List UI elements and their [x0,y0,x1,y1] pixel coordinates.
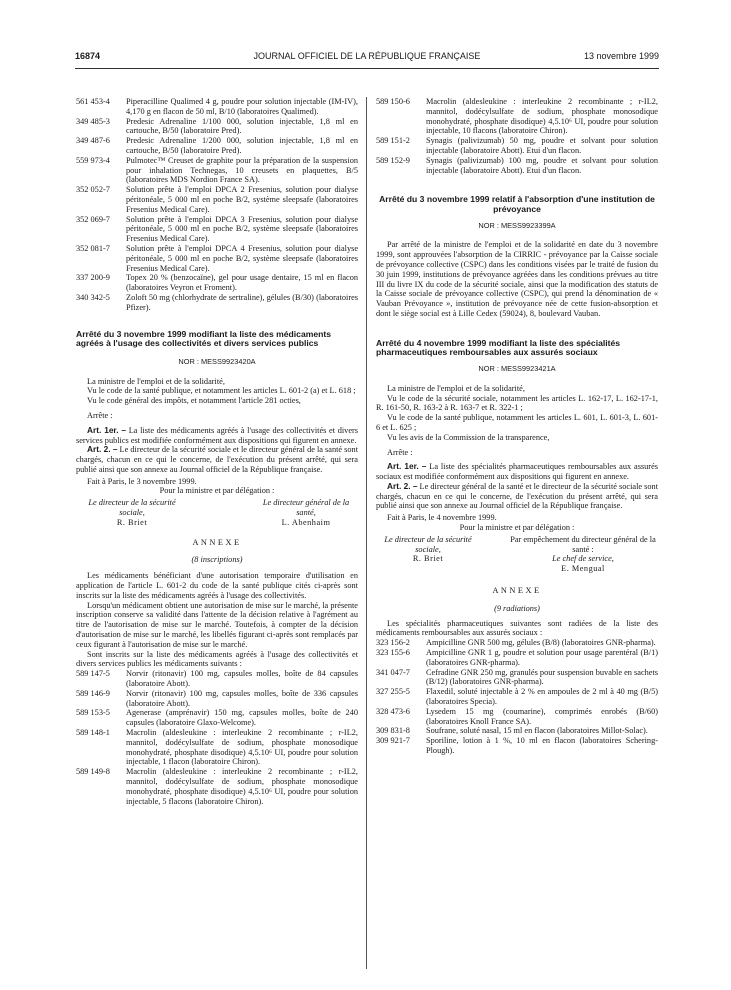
signature: Le directeur de la sécurité sociale, R. Briet [88,498,176,527]
list-item: 561 453-4 Piperacilline Qualimed 4 g, poudre pour solution injectable (IM-IV), 4,170 g en flacon de 50 ml, B/10 (laboratoires Qualimed). [76,97,358,116]
paragraph: Vu le code de la sécurité sociale, notamment les articles L. 162-17, L. 162-17-1, R. 161-50, R. 163-2 à R. 163-7 et R. 322-1 ; [376,393,658,413]
paragraph: Arrête : [87,410,113,420]
list-item: 589 152-9 Synagis (palivizumab) 100 mg, poudre et solvant pour solution injectable (laboratoire Abott). Etui d'un flacon. [376,155,658,175]
paragraph: Vu le code général des impôts, et notamment l'article 281 octies, [87,396,301,406]
paragraph: Par arrêté de la ministre de l'emploi et de la solidarité en date du 3 novembre 1999, sont approuvées l'absorption de la CIRRIC - prévoyance par la Caisse sociale de prévoyance collective (CSPC) dans les conditions visées par le traité de fusion du 30 juin 1999, institutions de prévoyance agréées dans les conditions prévues au titre III du livre IX du code de la sécurité sociale, ainsi que la modification des statuts de la Caisse sociale de prévoyance collective (CSPC), qui prend la dénomination de « Vauban Prévoyance », institution de prévoyance née de cette fusion-absorption et dont le siège social est à Lille Cedex (59024), 8, boulevard Vauban. [376,240,658,318]
list-item: 559 973-4 Pulmotec™ Creuset de graphite pour la préparation de la suspension pour inhalation Technegas, 10 creusets en plaquettes, B/5 (laboratoires MDS Nordion France SA). [76,155,358,185]
annex-subheading: (8 inscriptions) [191,555,243,565]
article-1: Art. 1er. – La liste des médicaments agréés à l'usage des collectivités et divers services publics est modifiée conformément aux dispositions qui figurent en annexe. [76,424,358,445]
section-title: Arrêté du 4 novembre 1999 modifiant la liste des spécialités pharmaceutiques remboursables aux assurés sociaux [376,337,621,358]
list-item: 340 342-5 Zoloft 50 mg (chlorhydrate de sertraline), gélules (B/30) (laboratoires Pfizer). [76,292,358,312]
paragraph: Pour la ministre et par délégation : [459,523,575,533]
article-2: Art. 2. – Le directeur général de la santé et le directeur de la sécurité sociale sont chargés, chacun en ce qui le concerne, de l'exécution du présent arrêté, qui sera publié ainsi que son annexe au Journal officiel de la République française. [376,480,658,511]
annex-subheading: (9 radiations) [494,603,540,613]
header-rule [75,68,659,69]
paragraph: Vu le code de la santé publique, notamment les articles L. 601, L. 601-3, L. 601-6 et L. 625 ; [376,413,658,432]
list-item: 309 831-8 Soufrane, soluté nasal, 15 ml en flacon (laboratoires Millot-Solac). [376,726,648,736]
list-item: 589 148-1 Macrolin (aldesleukine : interleukine 2 recombinante ; r-IL2, mannitol, dodécylsulfate de sodium, phosphate monosodique monohydraté, phosphate disodique) 4,5.10⁶ UI, poudre pour solution injectable, 1 flacon (laboratoire Chiron). [76,728,358,767]
list-item: 349 487-6 Predesic Adrenaline 1/200 000, solution injectable, 1,8 ml en cartouche, B/50 (laboratoire Pred). [76,136,358,155]
annex-heading: ANNEXE [492,586,542,596]
list-item: 589 149-8 Macrolin (aldesleukine : interleukine 2 recombinante ; r-IL2, mannitol, dodécylsulfate de sodium, phosphate monosodique monohydraté, phosphate disodique) 4,5.10⁶ UI, poudre pour solution injectable, 5 flacons (laboratoire Chiron). [76,767,358,806]
article-1: Art. 1er. – La liste des spécialités pharmaceutiques remboursables aux assurés sociaux est modifiée conformément aux dispositions qui figurent en annexe. [376,461,658,482]
nor-reference: NOR : MESS9923420A [178,356,256,366]
list-item: 337 200-9 Topex 20 % (benzocaïne), gel pour usage dentaire, 15 ml en flacon (laboratoires Veyron et Froment). [76,273,358,293]
paragraph: Pour la ministre et par délégation : [159,486,275,496]
paragraph: La ministre de l'emploi et de la solidarité, [387,383,525,393]
nor-reference: NOR : MESS9923421A [478,363,556,373]
paragraph: La ministre de l'emploi et de la solidarité, [87,376,225,386]
paragraph: Les médicaments bénéficiant d'une autorisation temporaire d'utilisation en application de l'article L. 601-2 du code de la santé publique cités ci-après sont inscrits sur la liste des médicaments agréés à l'usage des collectivités. [76,571,358,600]
article-2: Art. 2. – Le directeur de la sécurité sociale et le directeur général de la santé sont chargés, chacun en ce qui le concerne, de l'exécution du présent arrêté, qui sera publié ainsi que son annexe au Journal officiel de la République française. [76,444,358,474]
paragraph: Fait à Paris, le 4 novembre 1999. [387,513,497,523]
left-column [76,97,358,806]
signature: Par empêchement du directeur général de la santé : Le chef de service, E. Mengual [510,534,656,574]
list-item: 352 069-7 Solution prête à l'emploi DPCA 3 Fresenius, solution pour dialyse péritonéale, 5 000 ml en poche B/2, système sleepsafe (laboratoires Fresenius Medical Care). [76,214,358,244]
paragraph: Sont inscrits sur la liste des médicaments agréés à l'usage des collectivités et divers services publics les médicaments suivants : [76,649,358,669]
list-item: 352 081-7 Solution prête à l'emploi DPCA 4 Fresenius, solution pour dialyse péritonéale, 5 000 ml en poche B/2, système sleepsafe (laboratoires Fresenius Medical Care). [76,243,358,273]
signature: Le directeur de la sécurité sociale, R. Briet [384,534,472,564]
paragraph: Vu le code de la santé publique, et notamment les articles L. 601-2 (a) et L. 618 ; [87,386,356,396]
column-divider [366,97,367,969]
right-column [376,97,658,756]
list-item: 341 047-7 Cefradine GNR 250 mg, granulés pour suspension buvable en sachets (B/12) (laboratoires GNR-pharma). [376,667,658,687]
list-item: 323 156-2 Ampicilline GNR 500 mg, gélules (B/8) (laboratoires GNR-pharma). [376,638,656,648]
list-item: 327 255-5 Flaxedil, soluté injectable à 2 % en ampoules de 2 ml à 40 mg (B/5) (laboratoires Specia). [376,687,658,707]
section-title: Arrêté du 3 novembre 1999 modifiant la liste des médicaments agréés à l'usage des collectivités et divers services publics [76,328,332,349]
signatures [76,498,358,527]
issue-date: 13 novembre 1999 [583,51,659,61]
signatures [376,535,658,574]
page-number: 16874 [75,51,101,61]
list-item: 349 485-3 Predesic Adrenaline 1/100 000, solution injectable, 1,8 ml en cartouche, B/50 (laboratoire Pred). [76,116,358,136]
list-item: 589 147-5 Norvir (ritonavir) 100 mg, capsules molles, boîte de 84 capsules (laboratoire Abott). [76,669,358,689]
nor-reference: NOR : MESS9923399A [478,220,556,230]
list-item: 589 150-6 Macrolin (aldesleukine : interleukine 2 recombinante ; r-IL2, mannitol, dodécylsulfate de sodium, phosphate monosodique monohydraté, phosphate disodique) 4,5.10⁶ UI, poudre pour solution injectable, 10 flacons (laboratoire Chiron). [376,97,658,136]
paragraph: Vu les avis de la Commission de la transparence, [387,432,550,442]
list-item: 328 473-6 Lysedem 15 mg (coumarine), comprimés enrobés (B/60) (laboratoires Knoll France SA). [376,706,658,726]
paragraph: Fait à Paris, le 3 novembre 1999. [87,476,197,486]
annex-heading: ANNEXE [192,537,242,547]
signature: Le directeur général de la santé, L. Abenhaim [262,498,350,527]
page-header [75,51,659,65]
list-item: 323 155-6 Ampicilline GNR 1 g, poudre et solution pour usage parentéral (B/1) (laboratoires GNR-pharma). [376,648,658,667]
list-item: 589 146-9 Norvir (ritonavir) 100 mg, capsules molles, boîte de 336 capsules (laboratoire Abott). [76,688,358,708]
paragraph: Les spécialités pharmaceutiques suivantes sont radiées de la liste des médicaments remboursables aux assurés sociaux : [376,618,658,638]
list-item: 352 052-7 Solution prête à l'emploi DPCA 2 Fresenius, solution pour dialyse péritonéale, 5 000 ml en poche B/2, système sleepsafe (laboratoires Fresenius Medical Care). [76,185,358,214]
paragraph: Lorsqu'un médicament obtient une autorisation de mise sur le marché, la présente inscription conserve sa validité dans l'attente de la décision relative à l'agrément au titre de l'autorisation de mise sur le marché. Toutefois, à compter de la décision d'autorisation de mise sur le marché, les libellés figurant ci-après sont remplacés par ceux figurant à l'autorisation de mise sur le marché. [76,600,358,649]
list-item: 589 153-5 Agenerase (amprénavir) 150 mg, capsules molles, boîte de 240 capsules (laboratoire Glaxo-Welcome). [76,708,358,728]
list-item: 309 921-7 Sporiline, lotion à 1 %, 10 ml en flacon (laboratoires Schering-Plough). [376,736,658,756]
list-item: 589 151-2 Synagis (palivizumab) 50 mg, poudre et solvant pour solution injectable (laboratoire Abott). Etui d'un flacon. [376,136,658,155]
paragraph: Arrête : [387,447,413,457]
journal-title: JOURNAL OFFICIEL DE LA RÉPUBLIQUE FRANÇAISE [253,51,481,61]
section-title: Arrêté du 3 novembre 1999 relatif à l'absorption d'une institution de prévoyance [379,194,655,214]
